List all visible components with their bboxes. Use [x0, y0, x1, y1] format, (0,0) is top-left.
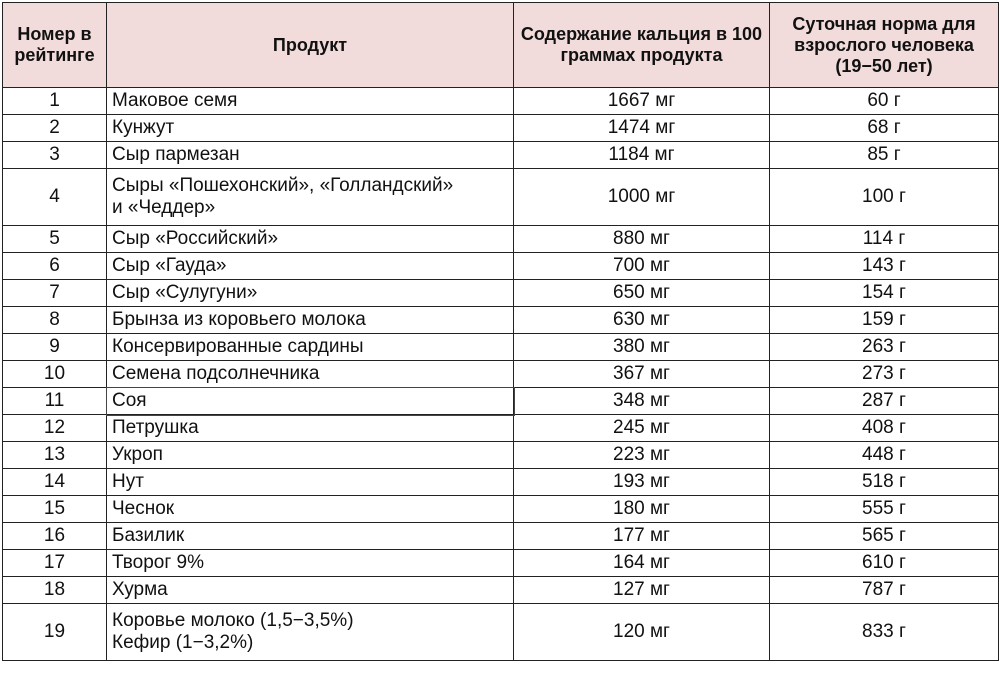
table-row — [3, 469, 999, 496]
calcium-cell: 223 мг — [514, 442, 770, 469]
product-line: Семена подсолнечника — [112, 363, 320, 384]
product-line: Базилик — [112, 525, 185, 546]
table-row — [3, 226, 999, 253]
calcium-cell: 880 мг — [514, 226, 770, 253]
product-cell — [107, 169, 514, 226]
product-line: Сыры «Пошехонский», «Голландский» — [112, 175, 454, 196]
calcium-cell: 1000 мг — [514, 169, 770, 226]
calcium-cell: 1184 мг — [514, 142, 770, 169]
product-line: Творог 9% — [112, 552, 205, 573]
rank-cell: 7 — [3, 280, 107, 307]
rank-cell: 12 — [3, 415, 107, 442]
norm-cell: 100 г — [770, 169, 999, 226]
norm-cell: 287 г — [770, 388, 999, 415]
norm-cell: 610 г — [770, 550, 999, 577]
table-row — [3, 361, 999, 388]
norm-cell: 114 г — [770, 226, 999, 253]
product-cell — [107, 115, 514, 142]
product-line: Сыр «Сулугуни» — [112, 282, 258, 303]
calcium-cell: 177 мг — [514, 523, 770, 550]
table-row — [3, 388, 999, 415]
norm-cell: 273 г — [770, 361, 999, 388]
calcium-cell: 120 мг — [514, 604, 770, 661]
product-line: Укроп — [112, 444, 163, 465]
product-cell — [107, 442, 514, 469]
product-line: Хурма — [112, 579, 168, 600]
table-row — [3, 280, 999, 307]
product-line: Сыр «Российский» — [112, 228, 279, 249]
norm-cell: 154 г — [770, 280, 999, 307]
table-row — [3, 577, 999, 604]
header-rank: Номер в рейтинге — [3, 3, 107, 88]
calcium-cell: 193 мг — [514, 469, 770, 496]
product-cell — [107, 253, 514, 280]
rank-cell: 15 — [3, 496, 107, 523]
calcium-cell: 164 мг — [514, 550, 770, 577]
norm-cell: 448 г — [770, 442, 999, 469]
calcium-cell: 1474 мг — [514, 115, 770, 142]
rank-cell: 17 — [3, 550, 107, 577]
product-cell — [107, 523, 514, 550]
product-line: Кунжут — [112, 117, 175, 138]
norm-cell: 518 г — [770, 469, 999, 496]
table-row — [3, 334, 999, 361]
calcium-cell: 180 мг — [514, 496, 770, 523]
norm-cell: 555 г — [770, 496, 999, 523]
product-cell — [107, 388, 514, 415]
rank-cell: 1 — [3, 88, 107, 115]
table-row — [3, 442, 999, 469]
table-row — [3, 604, 999, 661]
calcium-cell: 245 мг — [514, 415, 770, 442]
product-line: Сыр пармезан — [112, 144, 240, 165]
calcium-cell: 127 мг — [514, 577, 770, 604]
table-row — [3, 115, 999, 142]
calcium-table — [2, 2, 999, 661]
calcium-cell: 630 мг — [514, 307, 770, 334]
rank-cell: 11 — [3, 388, 107, 415]
product-cell — [107, 88, 514, 115]
product-cell — [107, 361, 514, 388]
table-row — [3, 169, 999, 226]
norm-cell: 408 г — [770, 415, 999, 442]
product-line: Консервированные сардины — [112, 336, 364, 357]
calcium-cell: 1667 мг — [514, 88, 770, 115]
product-line: Коровье молоко (1,5−3,5%) — [112, 610, 354, 631]
header-calcium: Содержание кальция в 100 граммах продукта — [514, 3, 770, 88]
product-line: Сыр «Гауда» — [112, 255, 227, 276]
norm-cell: 143 г — [770, 253, 999, 280]
calcium-cell: 650 мг — [514, 280, 770, 307]
norm-cell: 159 г — [770, 307, 999, 334]
rank-cell: 18 — [3, 577, 107, 604]
product-cell — [107, 577, 514, 604]
rank-cell: 6 — [3, 253, 107, 280]
table-row — [3, 496, 999, 523]
table-row — [3, 88, 999, 115]
header-norm: Суточная норма для взрослого человека (19−50 лет) — [770, 3, 999, 88]
product-cell — [107, 604, 514, 661]
calcium-cell: 700 мг — [514, 253, 770, 280]
norm-cell: 787 г — [770, 577, 999, 604]
product-cell — [107, 280, 514, 307]
product-line: Чеснок — [112, 498, 175, 519]
table-row — [3, 142, 999, 169]
table-row — [3, 523, 999, 550]
product-cell — [107, 307, 514, 334]
norm-cell: 565 г — [770, 523, 999, 550]
calcium-cell: 348 мг — [514, 388, 770, 415]
product-line: Брынза из коровьего молока — [112, 309, 366, 330]
product-cell — [107, 226, 514, 253]
table-row — [3, 550, 999, 577]
calcium-cell: 367 мг — [514, 361, 770, 388]
rank-cell: 4 — [3, 169, 107, 226]
norm-cell: 263 г — [770, 334, 999, 361]
product-line: Нут — [112, 471, 144, 492]
norm-cell: 60 г — [770, 88, 999, 115]
product-cell — [107, 142, 514, 169]
table-row — [3, 253, 999, 280]
rank-cell: 19 — [3, 604, 107, 661]
rank-cell: 16 — [3, 523, 107, 550]
product-line: и «Чеддер» — [112, 197, 216, 218]
product-line: Кефир (1−3,2%) — [112, 632, 254, 653]
norm-cell: 68 г — [770, 115, 999, 142]
rank-cell: 2 — [3, 115, 107, 142]
rank-cell: 14 — [3, 469, 107, 496]
table-body — [3, 88, 999, 661]
rank-cell: 8 — [3, 307, 107, 334]
table-row — [3, 415, 999, 442]
product-cell — [107, 469, 514, 496]
norm-cell: 85 г — [770, 142, 999, 169]
product-line: Соя — [112, 390, 147, 411]
rank-cell: 10 — [3, 361, 107, 388]
calcium-cell: 380 мг — [514, 334, 770, 361]
product-cell — [107, 415, 514, 442]
rank-cell: 3 — [3, 142, 107, 169]
header-product: Продукт — [107, 3, 514, 88]
rank-cell: 5 — [3, 226, 107, 253]
norm-cell: 833 г — [770, 604, 999, 661]
rank-cell: 13 — [3, 442, 107, 469]
table-row — [3, 307, 999, 334]
product-cell — [107, 550, 514, 577]
header-row — [3, 3, 999, 88]
rank-cell: 9 — [3, 334, 107, 361]
product-cell — [107, 334, 514, 361]
product-line: Маковое семя — [112, 90, 238, 111]
product-cell — [107, 496, 514, 523]
product-line: Петрушка — [112, 417, 199, 438]
